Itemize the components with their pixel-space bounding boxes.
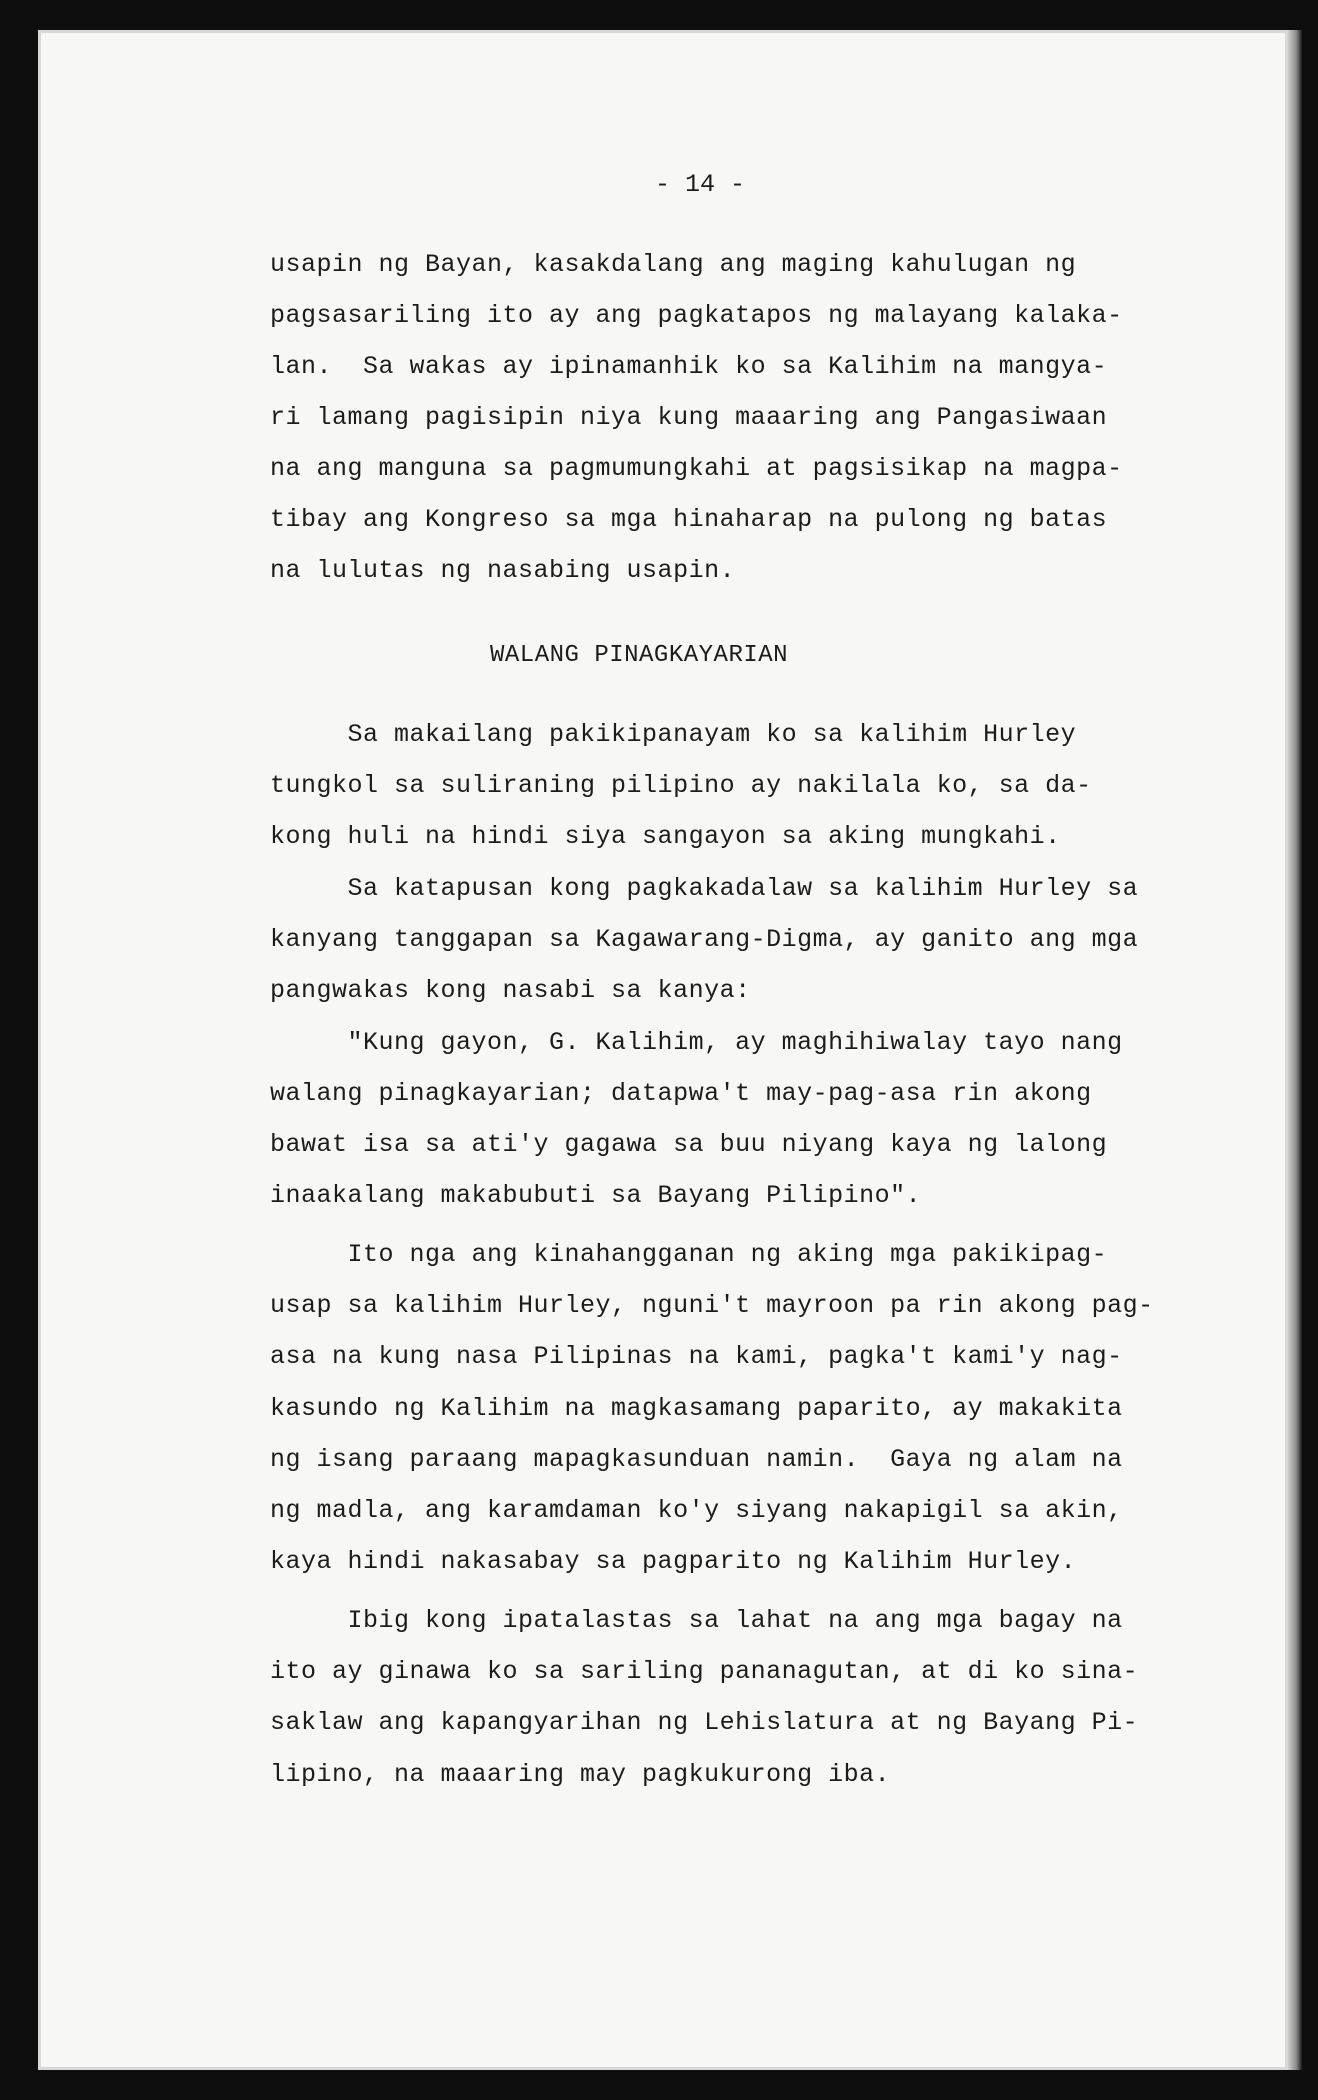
section-heading: WALANG PINAGKAYARIAN xyxy=(490,642,789,669)
text-line: asa na kung nasa Pilipinas na kami, pagka't kami'y nag- xyxy=(270,1342,1123,1371)
text-line: ng isang paraang mapagkasunduan namin. Gaya ng alam na xyxy=(270,1445,1123,1474)
text-line: ng madla, ang karamdaman ko'y siyang nakapigil sa akin, xyxy=(270,1496,1123,1525)
text-line: pangwakas kong nasabi sa kanya: xyxy=(270,976,751,1005)
text-line: kasundo ng Kalihim na magkasamang paparito, ay makakita xyxy=(270,1394,1123,1423)
text-line: ito ay ginawa ko sa sariling pananagutan, at di ko sina- xyxy=(270,1657,1139,1686)
text-line: na ang manguna sa pagmumungkahi at pagsisikap na magpa- xyxy=(270,454,1123,483)
text-line: Sa makailang pakikipanayam ko sa kalihim Hurley xyxy=(270,720,1077,749)
text-line: lan. Sa wakas ay ipinamanhik ko sa Kalihim na mangya- xyxy=(270,352,1108,381)
text-line: Sa katapusan kong pagkakadalaw sa kalihim Hurley sa xyxy=(270,874,1139,903)
text-line: kanyang tanggapan sa Kagawarang-Digma, ay ganito ang mga xyxy=(270,925,1139,954)
text-line: bawat isa sa ati'y gagawa sa buu niyang kaya ng lalong xyxy=(270,1130,1108,1159)
text-line: tungkol sa suliraning pilipino ay nakilala ko, sa da- xyxy=(270,771,1092,800)
text-line: pagsasariling ito ay ang pagkatapos ng malayang kalaka- xyxy=(270,301,1123,330)
text-line: kaya hindi nakasabay sa pagparito ng Kalihim Hurley. xyxy=(270,1547,1077,1576)
text-line: inaakalang makabubuti sa Bayang Pilipino". xyxy=(270,1181,922,1210)
text-line: usapin ng Bayan, kasakdalang ang maging kahulugan ng xyxy=(270,250,1077,279)
text-line: tibay ang Kongreso sa mga hinaharap na pulong ng batas xyxy=(270,505,1108,534)
text-line: walang pinagkayarian; datapwa't may-pag-asa rin akong xyxy=(270,1079,1092,1108)
text-line: lipino, na maaaring may pagkukurong iba. xyxy=(270,1760,891,1789)
text-line: usap sa kalihim Hurley, nguni't mayroon pa rin akong pag- xyxy=(270,1291,1154,1320)
text-line: Ito nga ang kinahangganan ng aking mga pakikipag- xyxy=(270,1240,1108,1269)
page-edge-shadow xyxy=(1288,30,1302,2070)
text-line: na lulutas ng nasabing usapin. xyxy=(270,556,736,585)
page-number: - 14 - xyxy=(655,170,746,199)
text-line: "Kung gayon, G. Kalihim, ay maghihiwalay tayo nang xyxy=(270,1028,1123,1057)
text-line: Ibig kong ipatalastas sa lahat na ang mga bagay na xyxy=(270,1606,1123,1635)
text-line: kong huli na hindi siya sangayon sa aking mungkahi. xyxy=(270,822,1061,851)
text-line: ri lamang pagisipin niya kung maaaring ang Pangasiwaan xyxy=(270,403,1108,432)
text-line: saklaw ang kapangyarihan ng Lehislatura at ng Bayang Pi- xyxy=(270,1708,1139,1737)
